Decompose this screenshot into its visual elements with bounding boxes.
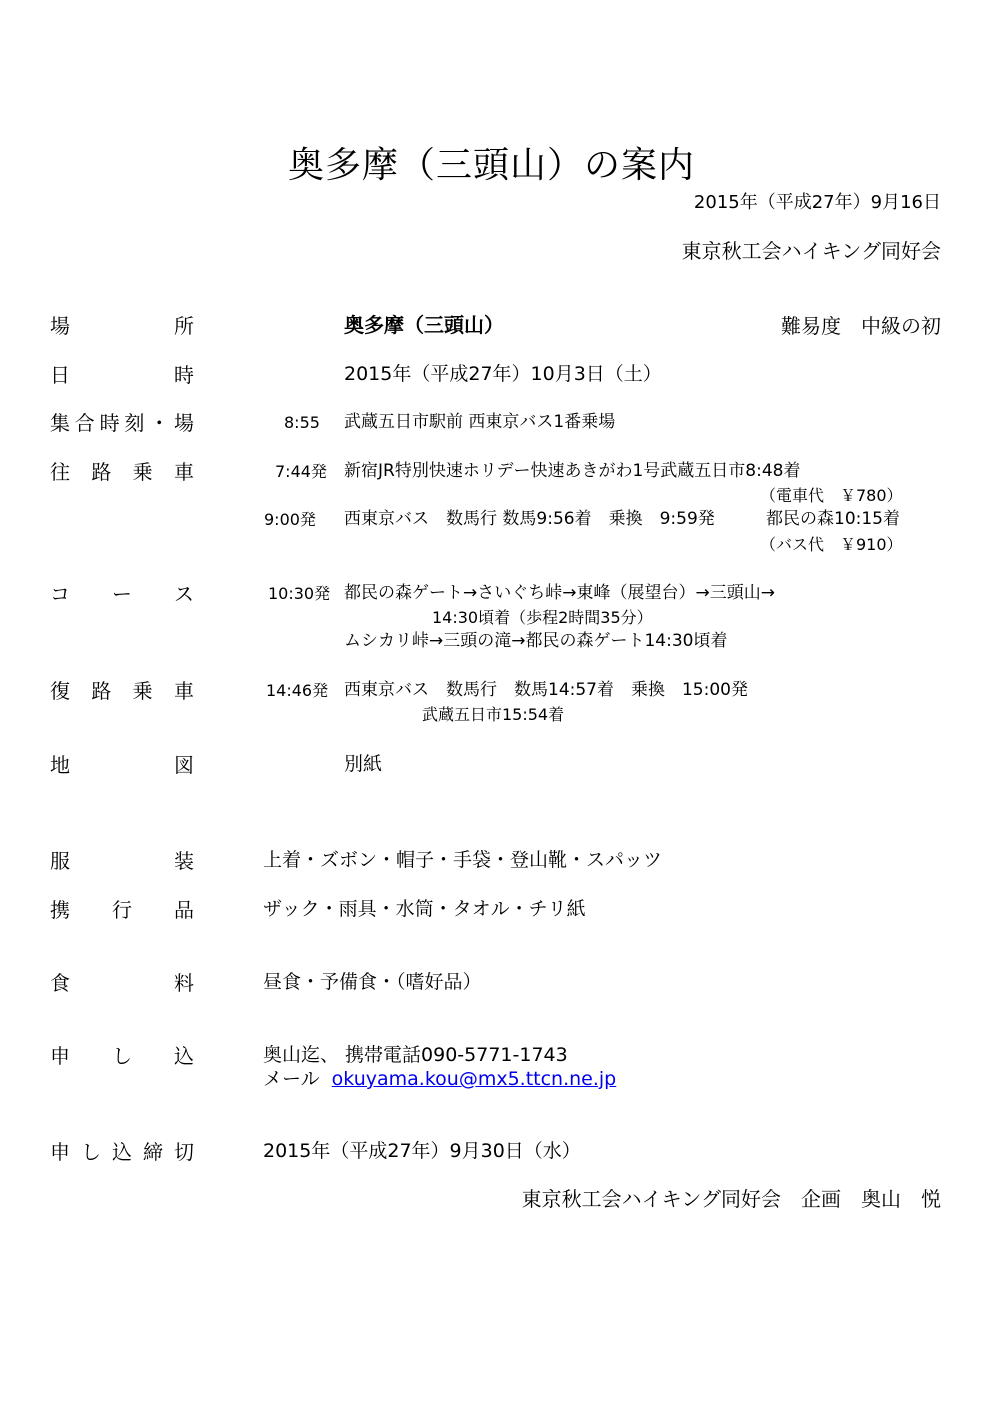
label-meeting: 集 合 時 刻 ・ 場 — [50, 411, 194, 435]
page-title: 奥多摩（三頭山）の案内 — [288, 145, 696, 186]
apply-mail-row — [263, 1070, 616, 1089]
outbound-fare-2: （バス代 ￥910） — [760, 535, 903, 554]
label-deadline: 申 し 込 締 切 — [50, 1140, 194, 1164]
meeting-time: 8:55 — [284, 413, 320, 432]
outbound-time-1: 7:44発 — [275, 462, 327, 481]
difficulty: 難易度 中級の初 — [781, 314, 941, 338]
course-line-3: ムシカリ峠→三頭の滝→都民の森ゲート14:30頃着 — [344, 631, 728, 651]
label-food: 食 料 — [50, 971, 194, 995]
label-items: 携 行 品 — [50, 898, 194, 922]
outbound-line-1: 新宿JR特別快速ホリデー快速あきがわ1号武蔵五日市8:48着 — [344, 461, 801, 481]
items-value: ザック・雨具・水筒・タオル・チリ紙 — [263, 898, 586, 920]
course-line-2: 14:30頃着（歩程2時間35分） — [432, 608, 653, 627]
outbound-time-2: 9:00発 — [264, 510, 316, 529]
clothing-value: 上着・ズボン・帽子・手袋・登山靴・スパッツ — [263, 849, 663, 871]
label-clothing: 服 装 — [50, 849, 194, 873]
course-time: 10:30発 — [268, 584, 331, 603]
return-line-2: 武蔵五日市15:54着 — [422, 705, 565, 724]
course-line-1: 都民の森ゲート→さいぐち峠→東峰（展望台）→三頭山→ — [344, 583, 775, 603]
organizer: 東京秋工会ハイキング同好会 — [681, 239, 941, 263]
outbound-line-2: 西東京バス 数馬行 数馬9:56着 乗換 9:59発 — [344, 509, 715, 529]
apply-phone: 奥山迄、 携帯電話090-5771-1743 — [263, 1044, 568, 1066]
label-map: 地 図 — [50, 753, 194, 777]
label-outbound: 往 路 乗 車 — [50, 460, 194, 484]
mail-label: メール — [263, 1068, 320, 1090]
label-apply: 申 し 込 — [50, 1044, 194, 1068]
place-value: 奥多摩（三頭山） — [344, 313, 504, 337]
issue-date: 2015年（平成27年）9月16日 — [693, 192, 941, 213]
food-value: 昼食・予備食・（嗜好品） — [263, 971, 482, 993]
deadline-value: 2015年（平成27年）9月30日（水） — [263, 1140, 581, 1162]
return-line-1: 西東京バス 数馬行 数馬14:57着 乗換 15:00発 — [344, 680, 748, 700]
label-place: 場 所 — [50, 314, 194, 338]
map-value: 別紙 — [344, 753, 383, 775]
datetime-value: 2015年（平成27年）10月3日（土） — [344, 363, 662, 385]
label-datetime: 日 時 — [50, 363, 194, 387]
email-link[interactable]: okuyama.kou@mx5.ttcn.ne.jp — [331, 1068, 617, 1090]
return-time: 14:46発 — [266, 681, 329, 700]
outbound-fare-1: （電車代 ￥780） — [760, 486, 903, 505]
label-return: 復 路 乗 車 — [50, 679, 194, 703]
meeting-place: 武蔵五日市駅前 西東京バス1番乗場 — [344, 412, 616, 432]
outbound-line-2b: 都民の森10:15着 — [766, 509, 900, 529]
label-course: コ ー ス — [50, 582, 194, 606]
footer-signature: 東京秋工会ハイキング同好会 企画 奥山 悦 — [521, 1187, 941, 1211]
